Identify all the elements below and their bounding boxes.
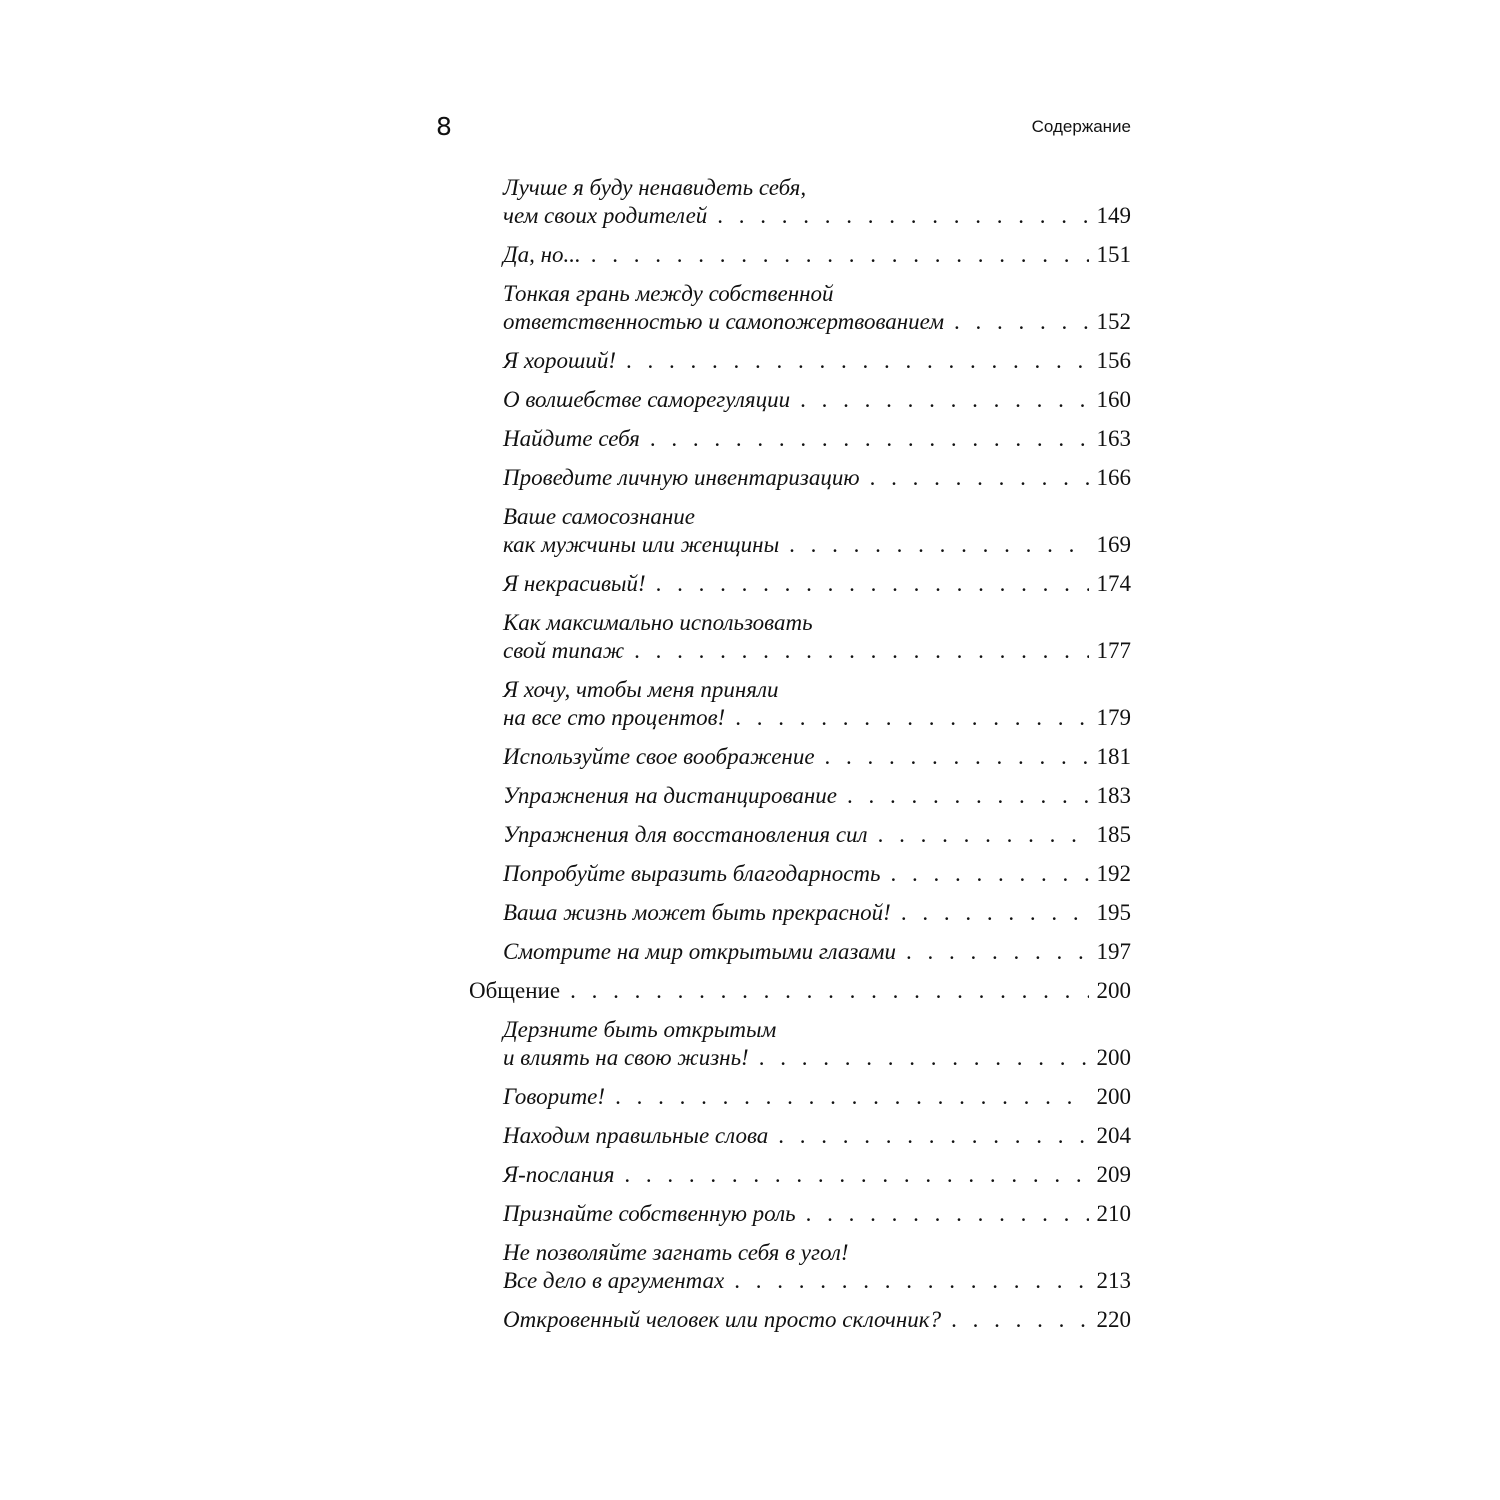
toc-entry-page: 152 [1096, 309, 1131, 334]
toc-entry[interactable] [469, 860, 1131, 888]
toc-entry-page: 169 [1096, 532, 1131, 557]
toc-entry-title: Смотрите на мир открытыми глазами [503, 939, 896, 964]
toc-entry-title-line1: Не позволяйте загнать себя в угол! [503, 1240, 849, 1265]
toc-entry[interactable] [469, 386, 1131, 414]
toc-entry-title: как мужчины или женщины [503, 532, 780, 557]
running-title: Содержание [1031, 117, 1131, 136]
dot-leader [906, 938, 1089, 966]
toc-entry-title-line1: Я хочу, чтобы меня приняли [503, 677, 779, 702]
toc-entry-title-line1: Ваше самосознание [503, 504, 695, 529]
toc-entry-page: 200 [1096, 1045, 1131, 1070]
toc-entry[interactable] [469, 570, 1131, 598]
toc-entry[interactable] [469, 1239, 1131, 1295]
toc-entry-title-line1: Лучше я буду ненавидеть себя, [503, 175, 807, 200]
toc-entry-title: ответственностью и самопожертвованием [503, 309, 944, 334]
toc-entry[interactable] [469, 1016, 1131, 1072]
toc-entry-title: О волшебстве саморегуляции [503, 387, 791, 412]
toc-entry-page: 166 [1096, 465, 1131, 490]
toc-entry-title: Используйте свое воображение [503, 744, 815, 769]
dot-leader [954, 308, 1089, 336]
toc-entry-page: 195 [1096, 900, 1131, 925]
toc-entry-page: 200 [1096, 978, 1131, 1003]
toc-entry[interactable] [469, 782, 1131, 810]
toc-section-title: Общение [469, 978, 561, 1003]
dot-leader [800, 386, 1089, 414]
toc-entry[interactable] [469, 1161, 1131, 1189]
toc-entry-title: свой типаж [503, 638, 625, 663]
dot-leader [626, 347, 1089, 375]
toc-entry-title: Я некрасивый! [503, 571, 646, 596]
toc-entry-page: 213 [1096, 1268, 1131, 1293]
dot-leader [891, 860, 1089, 888]
toc-entry-title: Попробуйте выразить благодарность [503, 861, 881, 886]
toc-entry[interactable] [469, 1083, 1131, 1111]
toc-entry-page: 183 [1096, 783, 1131, 808]
toc-entry-page: 177 [1096, 638, 1131, 663]
toc-entry-title: Найдите себя [503, 426, 640, 451]
toc-entry-page: 174 [1096, 571, 1131, 596]
toc-entry-title-line1: Дерзните быть открытым [503, 1017, 777, 1042]
toc-entry-title: Я хороший! [503, 348, 617, 373]
toc-section-entry[interactable] [469, 977, 1131, 1005]
toc-entry-title: Упражнения на дистанцирование [503, 783, 837, 808]
toc-entry-page: 197 [1096, 939, 1131, 964]
toc-entry-title: Откровенный человек или просто склочник? [503, 1307, 942, 1332]
dot-leader [789, 531, 1089, 559]
toc-entry-page: 210 [1096, 1201, 1131, 1226]
toc-entry[interactable] [469, 1122, 1131, 1150]
toc-entry-title: Говорите! [503, 1084, 606, 1109]
toc-entry-title: Упражнения для восстановления сил [503, 822, 868, 847]
toc-entry[interactable] [469, 938, 1131, 966]
toc-entry[interactable] [469, 347, 1131, 375]
toc-entry[interactable] [469, 743, 1131, 771]
toc-entry-page: 220 [1096, 1307, 1131, 1332]
dot-leader [734, 1267, 1089, 1295]
toc-entry[interactable] [469, 609, 1131, 665]
dot-leader [951, 1306, 1089, 1334]
toc-entry-title: Проведите личную инвентаризацию [503, 465, 860, 490]
dot-leader [759, 1044, 1089, 1072]
toc-entry[interactable] [469, 1306, 1131, 1334]
toc-entry-title: Все дело в аргументах [503, 1268, 725, 1293]
toc-entry-page: 181 [1096, 744, 1131, 769]
toc-entry-title: Признайте собственную роль [503, 1201, 796, 1226]
toc-entry-page: 200 [1096, 1084, 1131, 1109]
toc-entry-page: 209 [1096, 1162, 1131, 1187]
toc-entry-page: 151 [1096, 242, 1131, 267]
toc-entry-title-line1: Тонкая грань между собственной [503, 281, 834, 306]
toc-entry[interactable] [469, 280, 1131, 336]
page-number: 8 [436, 112, 452, 141]
dot-leader [656, 570, 1089, 598]
toc-entry-page: 179 [1096, 705, 1131, 730]
dot-leader [615, 1083, 1089, 1111]
toc-entry-title: и влиять на свою жизнь! [503, 1045, 749, 1070]
table-of-contents [469, 174, 1131, 1345]
toc-entry[interactable] [469, 464, 1131, 492]
toc-entry-title: на все сто процентов! [503, 705, 726, 730]
toc-entry-title: Я-послания [503, 1162, 615, 1187]
dot-leader [570, 977, 1089, 1005]
toc-entry-page: 149 [1096, 203, 1131, 228]
toc-entry-page: 185 [1096, 822, 1131, 847]
toc-entry-page: 204 [1096, 1123, 1131, 1148]
toc-entry[interactable] [469, 241, 1131, 269]
dot-leader [870, 464, 1089, 492]
toc-entry-title: Да, но... [503, 242, 581, 267]
toc-entry-title: Находим правильные слова [503, 1123, 769, 1148]
dot-leader [847, 782, 1089, 810]
dot-leader [901, 899, 1089, 927]
dot-leader [878, 821, 1089, 849]
toc-entry-page: 192 [1096, 861, 1131, 886]
toc-entry-title-line1: Как максимально использовать [503, 610, 813, 635]
toc-entry[interactable] [469, 503, 1131, 559]
toc-entry-page: 156 [1096, 348, 1131, 373]
dot-leader [634, 637, 1089, 665]
dot-leader [806, 1200, 1089, 1228]
toc-entry[interactable] [469, 899, 1131, 927]
dot-leader [778, 1122, 1089, 1150]
dot-leader [735, 704, 1089, 732]
dot-leader [591, 241, 1089, 269]
dot-leader [650, 425, 1089, 453]
dot-leader [825, 743, 1089, 771]
toc-entry[interactable] [469, 821, 1131, 849]
toc-entry[interactable] [469, 174, 1131, 230]
toc-entry-title: чем своих родителей [503, 203, 708, 228]
toc-entry[interactable] [469, 425, 1131, 453]
toc-entry[interactable] [469, 676, 1131, 732]
dot-leader [624, 1161, 1089, 1189]
dot-leader [717, 202, 1089, 230]
toc-entry-page: 160 [1096, 387, 1131, 412]
toc-entry-page: 163 [1096, 426, 1131, 451]
toc-entry[interactable] [469, 1200, 1131, 1228]
toc-entry-title: Ваша жизнь может быть прекрасной! [503, 900, 891, 925]
